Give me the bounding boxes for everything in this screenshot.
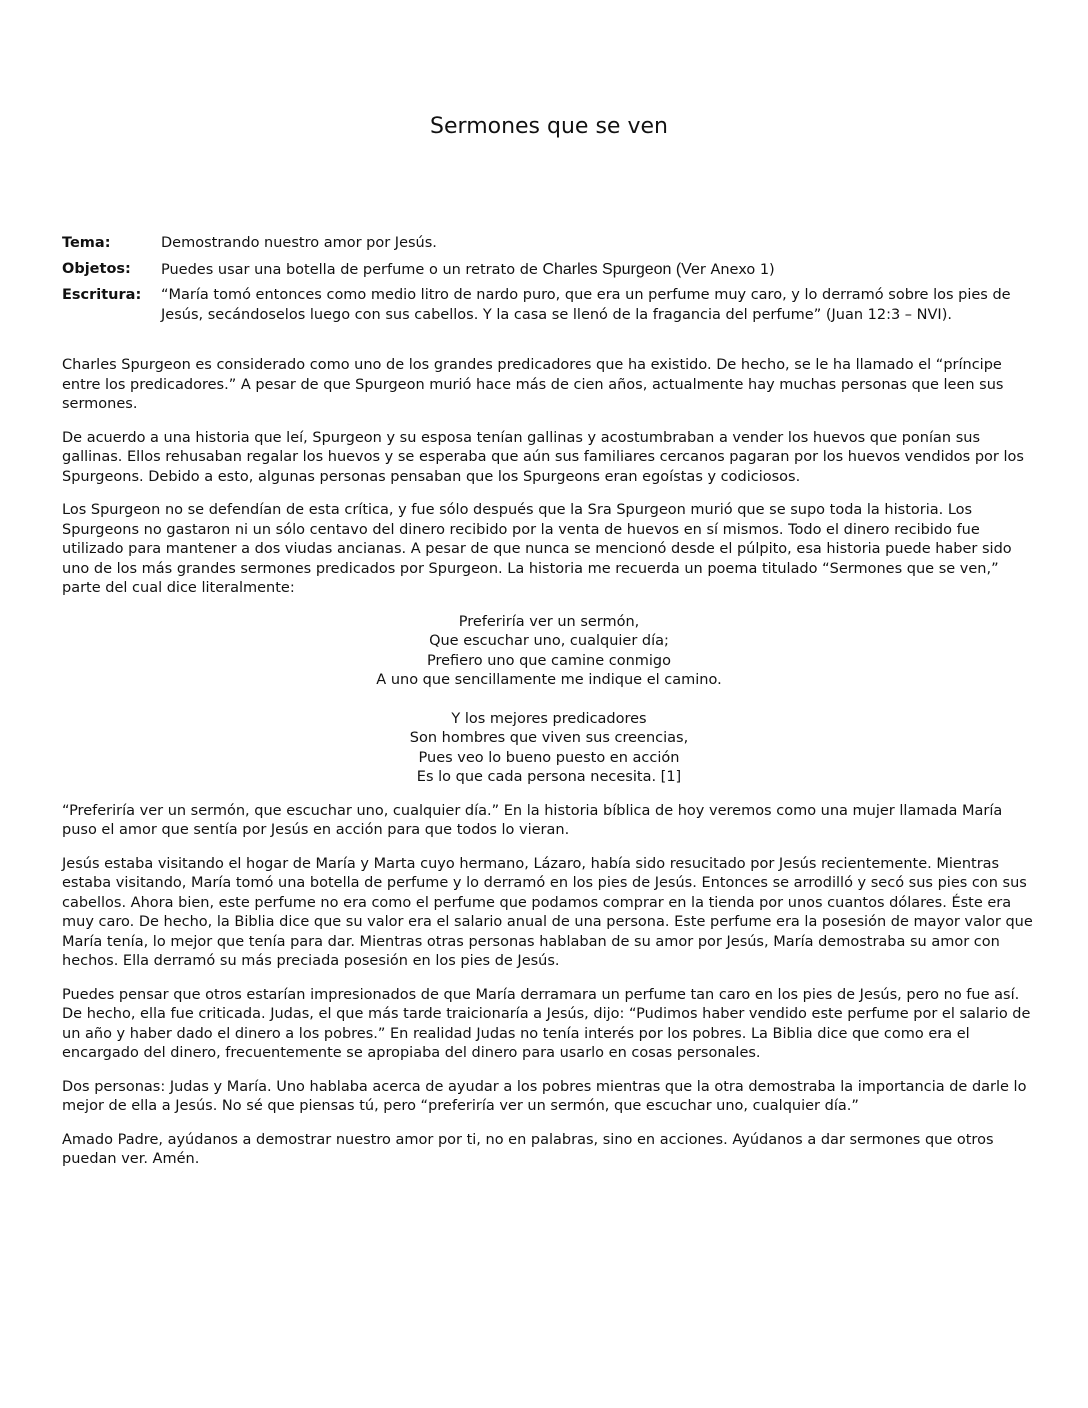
- closing-prayer: Amado Padre, ayúdanos a demostrar nuestro amor por ti, no en palabras, sino en acciones. Ayúdanos a dar sermones que otros puedan ver. Amén.: [62, 1131, 994, 1167]
- poem: [62, 613, 1036, 788]
- escritura-label: Escritura:: [62, 287, 142, 303]
- objetos-value-start: Puedes usar una botella de perfume o un retrato de: [161, 261, 543, 278]
- poem-line: A uno que sencillamente me indique el camino.: [376, 672, 722, 688]
- paragraph: Los Spurgeon no se defendían de esta crítica, y fue sólo después que la Sra Spurgeon murió que se supo toda la historia. Los Spurgeons no gastaron ni un sólo centavo del dinero recibido por la venta de huevos en sí mismos. Todo el dinero recibido fue utilizado para mantener a dos viudas ancianas. A pesar de que nunca se mencionó desde el púlpito, esa historia puede haber sido uno de los más grandes sermones predicados por Spurgeon. La historia me recuerda un poema titulado “Sermones que se ven,” parte del cual dice literalmente:: [62, 502, 1012, 596]
- objetos-label: Objetos:: [62, 260, 131, 277]
- meta-row-escritura: [62, 286, 1036, 325]
- poem-line: Pues veo lo bueno puesto en acción: [418, 749, 680, 766]
- objetos-value-alt: Charles Spurgeon (Ve: [542, 260, 700, 278]
- objetos-value-end: r Anexo 1): [699, 261, 775, 278]
- paragraph: “Preferiría ver un sermón, que escuchar uno, cualquier día.” En la historia bíblica de hoy veremos como una mujer llamada María puso el amor que sentía por Jesús en acción para que todos lo vieran.: [62, 802, 1003, 838]
- poem-line: Que escuchar uno, cualquier día;: [429, 633, 669, 649]
- paragraph: Jesús estaba visitando el hogar de María y Marta cuyo hermano, Lázaro, había sido resucitado por Jesús recientemente. Mientras estaba visitando, María tomó una botella de perfume y lo derramó en los pies de Jesús. Entonces se arrodilló y secó sus pies con sus cabellos. Ahora bien, este perfume no era como el perfume que podamos comprar en la tienda por unos cuantos dólares. Éste era muy caro. De hecho, la Biblia dice que su valor era el salario anual de una persona. Este perfume era la posesión de mayor valor que María tenía, lo mejor que tenía para dar. Mientras otras personas hablaban de su amor por Jesús, María demostraba su amor con hechos. Ella derramó su más preciada posesión en los pies de Jesús.: [62, 855, 1033, 969]
- poem-stanza: [62, 613, 1036, 691]
- poem-line: Preferiría ver un sermón,: [458, 613, 640, 630]
- poem-line: Y los mejores predicadores: [451, 710, 647, 727]
- paragraph: Charles Spurgeon es considerado como uno de los grandes predicadores que ha existido. De hecho, se le ha llamado el “príncipe entre los predicadores.” A pesar de que Spurgeon murió hace más de cien años, actualmente hay muchas personas que leen sus sermones.: [62, 357, 1004, 412]
- tema-label: Tema:: [62, 235, 111, 251]
- tema-value: Demostrando nuestro amor por Jesús.: [161, 235, 437, 251]
- poem-stanza: [62, 710, 1036, 788]
- paragraph: Puedes pensar que otros estarían impresionados de que María derramara un perfume tan caro en los pies de Jesús, pero no fue así. De hecho, ella fue criticada. Judas, el que más tarde traicionaría a Jesús, dijo: “Pudimos haber vendido este perfume por el salario de un año y haber dado el dinero a los pobres.” En realidad Judas no tenía interés por los pobres. La Biblia dice que como era el encargado del dinero, frecuentemente se apropiaba del dinero para usarlo en cosas personales.: [62, 986, 1031, 1061]
- poem-line: Prefiero uno que camine conmigo: [426, 652, 671, 669]
- objetos-value: [161, 260, 1036, 281]
- meta-row-objetos: [62, 260, 1036, 281]
- meta-row-tema: [62, 234, 1036, 254]
- paragraph: De acuerdo a una historia que leí, Spurgeon y su esposa tenían gallinas y acostumbraban a vender los huevos que ponían sus gallinas. Ellos rehusaban regalar los huevos y se esperaba que aún sus familiares cercanos pagaran por los huevos vendidos por los Spurgeons. Debido a esto, algunas personas pensaban que los Spurgeons eran egoístas y codiciosos.: [62, 429, 1024, 485]
- paragraph: Dos personas: Judas y María. Uno hablaba acerca de ayudar a los pobres mientras que la otra demostraba la importancia de darle lo mejor de ella a Jesús. No sé que piensas tú, pero “preferiría ver un sermón, que escuchar uno, cualquier día.”: [62, 1078, 1027, 1114]
- page-title: Sermones que se ven: [430, 114, 668, 139]
- lesson-meta: [62, 234, 1036, 331]
- poem-line: Es lo que cada persona necesita. [1]: [416, 769, 682, 785]
- body-text: [62, 356, 1036, 1184]
- escritura-value: “María tomó entonces como medio litro de nardo puro, que era un perfume muy caro, y lo derramó sobre los pies de Jesús, secándoselos luego con sus cabellos. Y la casa se llenó de la fragancia del perfume” (Juan 12:3 – NVI).: [161, 287, 1011, 323]
- poem-line: Son hombres que viven sus creencias,: [409, 730, 689, 746]
